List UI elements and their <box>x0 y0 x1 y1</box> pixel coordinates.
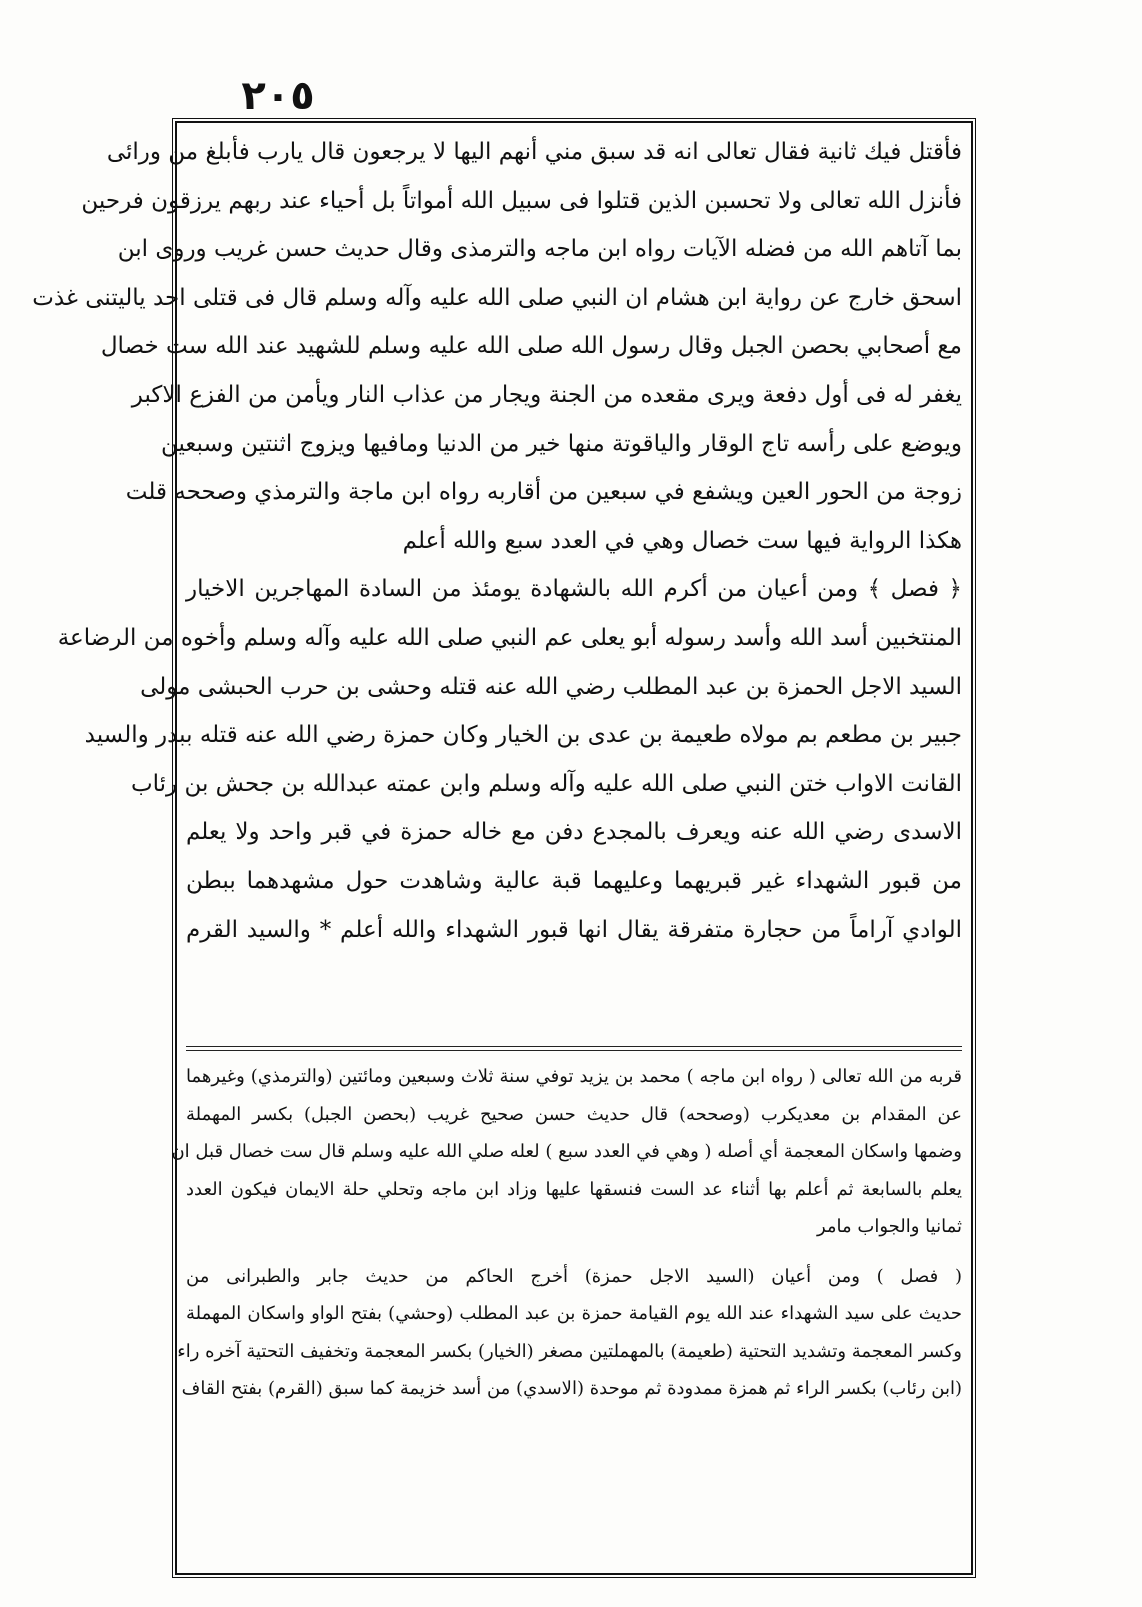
main-text-line: فأقتل فيك ثانية فقال تعالى انه قد سبق مني أنهم اليها لا يرجعون قال يارب فأبلغ من ورائى <box>106 139 962 165</box>
note-line: يعلم بالسابعة ثم أعلم بها أثناء عد الست فنسقها عليها وزاد ابن ماجه وتحلي حلة الايمان فيكون العدد <box>186 1178 962 1200</box>
divider-rule <box>186 1046 962 1047</box>
main-text-line: بما آتاهم الله من فضله الآيات رواه ابن ماجه والترمذى وقال حديث حسن غريب وروى ابن <box>117 236 962 263</box>
main-text-line: المنتخبين أسد الله وأسد رسوله أبو يعلى عم النبي صلى الله عليه وآله وسلم وأخوه من الرضاعة <box>57 624 962 651</box>
main-text-line: زوجة من الحور العين ويشفع في سبعين من أقاربه رواه ابن ماجة والترمذي وصححه قلت <box>125 479 962 506</box>
main-text-line: السيد الاجل الحمزة بن عبد المطلب رضي الله عنه قتله وحشى بن حرب الحبشى مولى <box>140 673 962 700</box>
main-text-line: القانت الاواب ختن النبي صلى الله عليه وآله وسلم وابن عمته عبدالله بن جحش بن رئاب <box>130 770 962 797</box>
note-line: وضمها واسكان المعجمة أي أصله ( وهي في العدد سبع ) لعله صلي الله عليه وسلم قال ست خصال قبل ان <box>171 1141 962 1162</box>
main-text-line: فأنزل الله تعالى ولا تحسبن الذين قتلوا فى سبيل الله أمواتاً بل أحياء عند ربهم يرزقون فرحين <box>81 187 962 214</box>
note-line: قربه من الله تعالى ( رواه ابن ماجه ) محمد بن يزيد توفي سنة ثلاث وسبعين ومائتين (والترمذي) وغيرهما <box>186 1066 962 1087</box>
note-line: وكسر المعجمة وتشديد التحتية (طعيمة) بالمهملتين مصغر (الخيار) بكسر المعجمة وتخفيف التحتية آخره راء <box>177 1340 962 1362</box>
section-heading-line: ﴿ فصل ﴾ ومن أعيان من أكرم الله بالشهادة يومئذ من السادة المهاجرين الاخيار <box>186 576 962 603</box>
main-text-line: جبير بن مطعم بم مولاه طعيمة بن عدى بن الخيار وكان حمزة رضي الله عنه قتله ببدر والسيد <box>84 722 962 749</box>
main-text-line: من قبور الشهداء غير قبريهما وعليهما قبة عالية وشاهدت حول مشهدهما ببطن <box>186 867 962 894</box>
note-line: عن المقدام بن معديكرب (وصححه) قال حديث حسن صحيح غريب (بحصن الجبل) بكسر المهملة <box>186 1103 962 1125</box>
commentary-notes <box>171 1058 962 1408</box>
main-text-line: مع أصحابي بحصن الجبل وقال رسول الله صلى الله عليه وسلم للشهيد عند الله ست خصال <box>100 333 962 360</box>
main-text-line: اسحق خارج عن رواية ابن هشام ان النبي صلى الله عليه وآله وسلم قال فى قتلى احد ياليتنى غذت <box>32 284 962 311</box>
main-text-line: الاسدى رضي الله عنه ويعرف بالمجدع دفن مع خاله حمزة في قبر واحد ولا يعلم <box>186 819 962 846</box>
main-text-line: هكذا الرواية فيها ست خصال وهي في العدد سبع والله أعلم <box>402 527 962 554</box>
note-line: (ابن رئاب) بكسر الراء ثم همزة ممدودة ثم موحدة (الاسدي) من أسد خزيمة كما سبق (القرم) بفتح القاف <box>181 1378 962 1399</box>
main-text-line: يغفر له فى أول دفعة ويرى مقعده من الجنة ويجار من عذاب النار ويأمن من الفزع الاكبر <box>131 381 962 408</box>
note-line: ثمانيا والجواب مامر <box>816 1216 962 1237</box>
divider-rule <box>186 1050 962 1051</box>
note-section-line: ( فصل ) ومن أعيان (السيد الاجل حمزة) أخرج الحاكم من حديث جابر والطبرانى من <box>186 1265 962 1287</box>
note-spacer <box>186 1246 962 1258</box>
main-text-line: الوادي آراماً من حجارة متفرقة يقال انها قبور الشهداء والله أعلم * والسيد القرم <box>186 916 962 943</box>
page-number: ٢٠٥ <box>241 73 315 119</box>
main-text <box>32 128 962 954</box>
main-text-line: ويوضع على رأسه تاج الوقار والياقوتة منها خير من الدنيا ومافيها ويزوج اثنتين وسبعين <box>160 430 962 457</box>
note-line: حديث على سيد الشهداء عند الله يوم القيامة حمزة بن عبد المطلب (وحشي) بفتح الواو واسكان المهملة <box>186 1303 962 1324</box>
